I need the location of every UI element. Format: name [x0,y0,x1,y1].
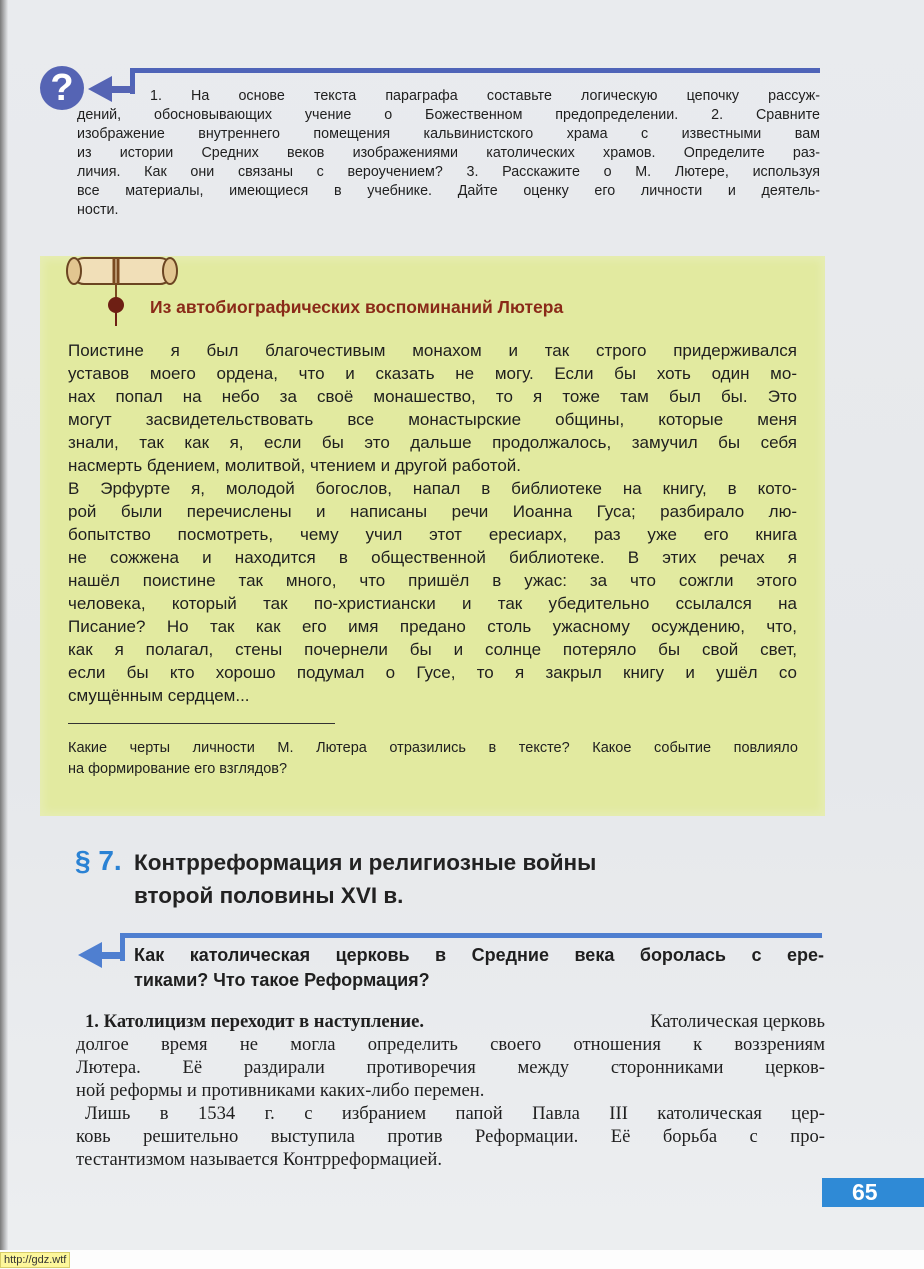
source-line: нах попал на небо за своё монашество, то я тоже там был бы. Это [68,387,797,406]
section-title-line: Контрреформация и религиозные войны [134,850,597,875]
source-title: Из автобиографических воспоминаний Лютера [150,297,564,317]
source-line: нашёл поистине так много, что пришёл в ужас: за что сожгли этого [68,571,797,590]
arrow-tail [108,86,135,93]
source-line: насмерть бдением, молитвой, чтением и другой работой. [68,456,522,475]
source-line: смущённым сердцем... [68,686,250,705]
body-line: тестантизмом называется Контрреформацией. [76,1149,442,1170]
question-line: ности. [77,202,119,218]
lead-question-line: Как католическая церковь в Средние века боролась с ере- [134,945,824,965]
section-title-line: второй половины XVI в. [134,883,404,908]
page-number: 65 [822,1178,924,1207]
source-line: В Эрфурте я, молодой богослов, напал в библиотеке на книгу, в кото- [68,479,797,498]
question-line: изображение внутреннего помещения кальвинистского храма с известными вам [77,126,820,142]
subheading: 1. Католицизм переходит в наступление. [85,1011,424,1032]
body-line: долгое время не могла определить своего отношения к воззрениям [76,1034,825,1055]
body-text: Католическая церковь [650,1011,825,1032]
source-question-line: Какие черты личности М. Лютера отразились в тексте? Какое событие повлияло [68,740,798,756]
question-line: все материалы, имеющиеся в учебнике. Дайте оценку его личности и деятель- [77,183,820,199]
source-line: человека, который так по-христиански и так убедительно ссылался на [68,594,797,613]
question-icon: ? [40,66,84,110]
question-bar [130,68,820,73]
question-line: дений, обосновывающих учение о Божественном предопределении. 2. Сравните [77,107,820,123]
question-line: 1. На основе текста параграфа составьте логическую цепочку рассуж- [150,88,820,104]
source-line: могут засвидетельствовать все монастырские общины, которые меня [68,410,797,429]
page-edge-shadow [0,0,8,1250]
body-line: ной реформы и противниками каких-либо перемен. [76,1080,485,1101]
source-line: знали, так как я, если бы это дальше продолжалось, замучил бы себя [68,433,797,452]
source-question-line: на формирование его взглядов? [68,761,288,777]
source-line: рой были перечислены и написаны речи Иоанна Гуса; разбирало лю- [68,502,797,521]
source-line: Писание? Но так как его имя предано столь ужасному осуждению, что, [68,617,797,636]
footnote-rule [68,723,335,724]
body-line: Лютера. Её раздирали противоречия между сторонниками церков- [76,1057,825,1078]
source-line: если бы кто хорошо подумал о Гусе, то я закрыл книгу и ушёл со [68,663,797,682]
lead-question-line: тиками? Что такое Реформация? [134,970,430,990]
body-line: Лишь в 1534 г. с избранием папой Павла III католическая цер- [85,1103,825,1124]
scroll-icon [62,250,182,330]
arrow-tail [98,952,125,959]
source-line: Поистине я был благочестивым монахом и так строго придерживался [68,341,797,360]
source-line: бопытство посмотреть, чему учил этот ересиарх, раз уже его книга [68,525,797,544]
lead-question-bar [120,933,822,938]
watermark-link[interactable]: http://gdz.wtf [0,1252,70,1268]
question-line: личия. Как они связаны с вероучением? 3. Расскажите о М. Лютере, используя [77,164,820,180]
section-number: § 7. [75,845,122,876]
source-line: как я полагал, стены почернели бы и солнце потеряло бы свой свет, [68,640,797,659]
body-line: ковь решительно выступила против Реформации. Её борьба с про- [76,1126,825,1147]
question-line: из истории Средних веков изображениями католических храмов. Определите раз- [77,145,820,161]
source-line: не сожжена и находится в общественной библиотеке. В этих речах я [68,548,797,567]
body-line [85,1010,825,1033]
source-line: уставов моего ордена, что и сказать не могу. Если бы хоть один мо- [68,364,797,383]
